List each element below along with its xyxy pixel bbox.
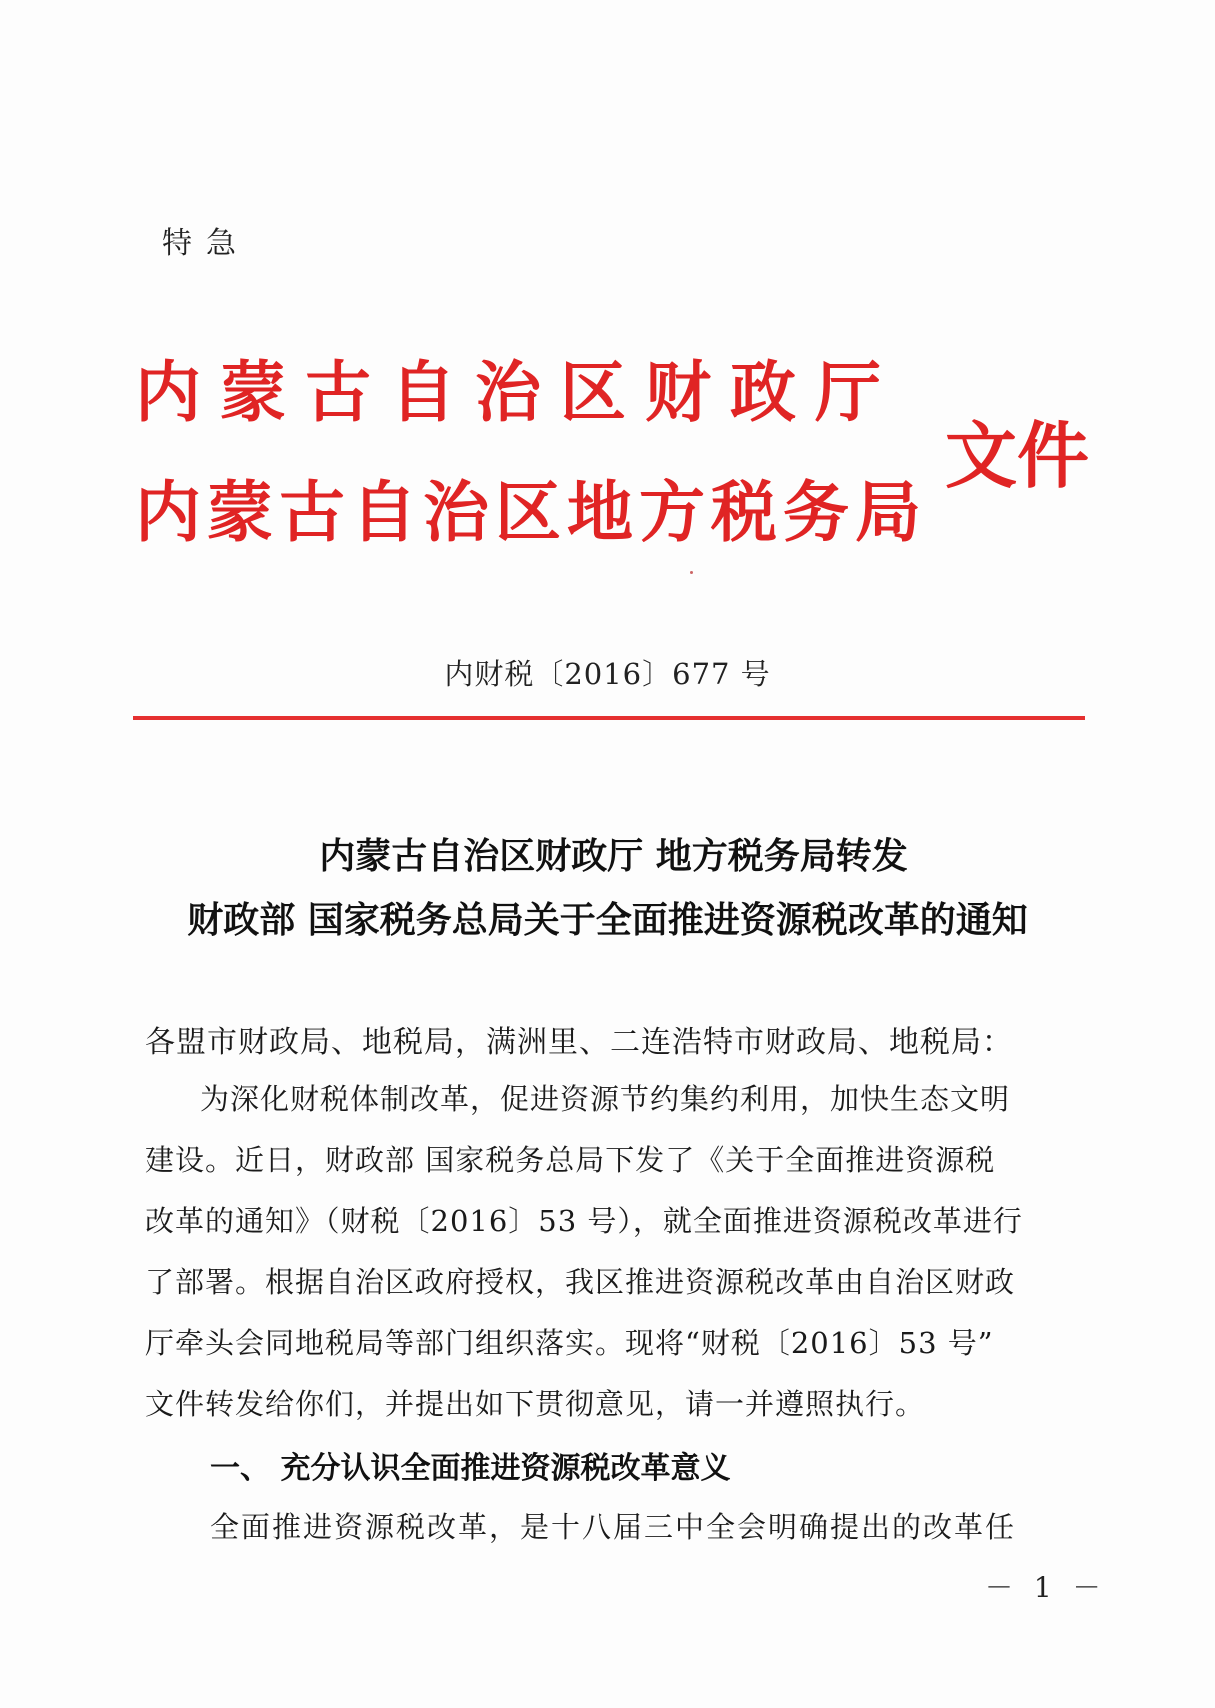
document-number: 内财税〔2016〕677 号: [444, 657, 771, 691]
page-number: － 1 －: [985, 1571, 1107, 1604]
section-heading-1: 一、 充分认识全面推进资源税改革意义: [210, 1451, 731, 1486]
document-title-line-1: 内蒙古自治区财政厅 地方税务局转发: [319, 835, 908, 877]
paragraph-line: 建设。近日，财政部 国家税务总局下发了《关于全面推进资源税: [145, 1143, 996, 1177]
paragraph-line: 全面推进资源税改革，是十八届三中全会明确提出的改革任: [210, 1510, 1017, 1544]
document-suffix: 文件: [945, 414, 1090, 498]
paragraph-line: 了部署。根据自治区政府授权，我区推进资源税改革由自治区财政: [145, 1265, 1016, 1299]
paragraph-line: 文件转发给你们，并提出如下贯彻意见，请一并遵照执行。: [145, 1387, 926, 1421]
issuer-header: [135, 345, 1135, 565]
paragraph-line: 改革的通知》（财税〔2016〕53 号），就全面推进资源税改革进行: [145, 1204, 1023, 1238]
scan-speck: [690, 571, 693, 574]
red-divider: [133, 716, 1085, 720]
urgency-label: 特急: [162, 226, 250, 261]
issuer-name-finance: 内蒙古自治区财政厅: [135, 354, 900, 431]
paragraph-line: 厅牵头会同地税局等部门组织落实。现将“财税〔2016〕53 号”: [145, 1326, 994, 1360]
addressee: 各盟市财政局、地税局，满洲里、二连浩特市财政局、地税局：: [145, 1025, 1013, 1060]
document-title-line-2: 财政部 国家税务总局关于全面推进资源税改革的通知: [187, 899, 1028, 941]
issuer-name-tax: 内蒙古自治区地方税务局: [135, 474, 927, 551]
paragraph-line: 为深化财税体制改革，促进资源节约集约利用，加快生态文明: [200, 1082, 1011, 1116]
